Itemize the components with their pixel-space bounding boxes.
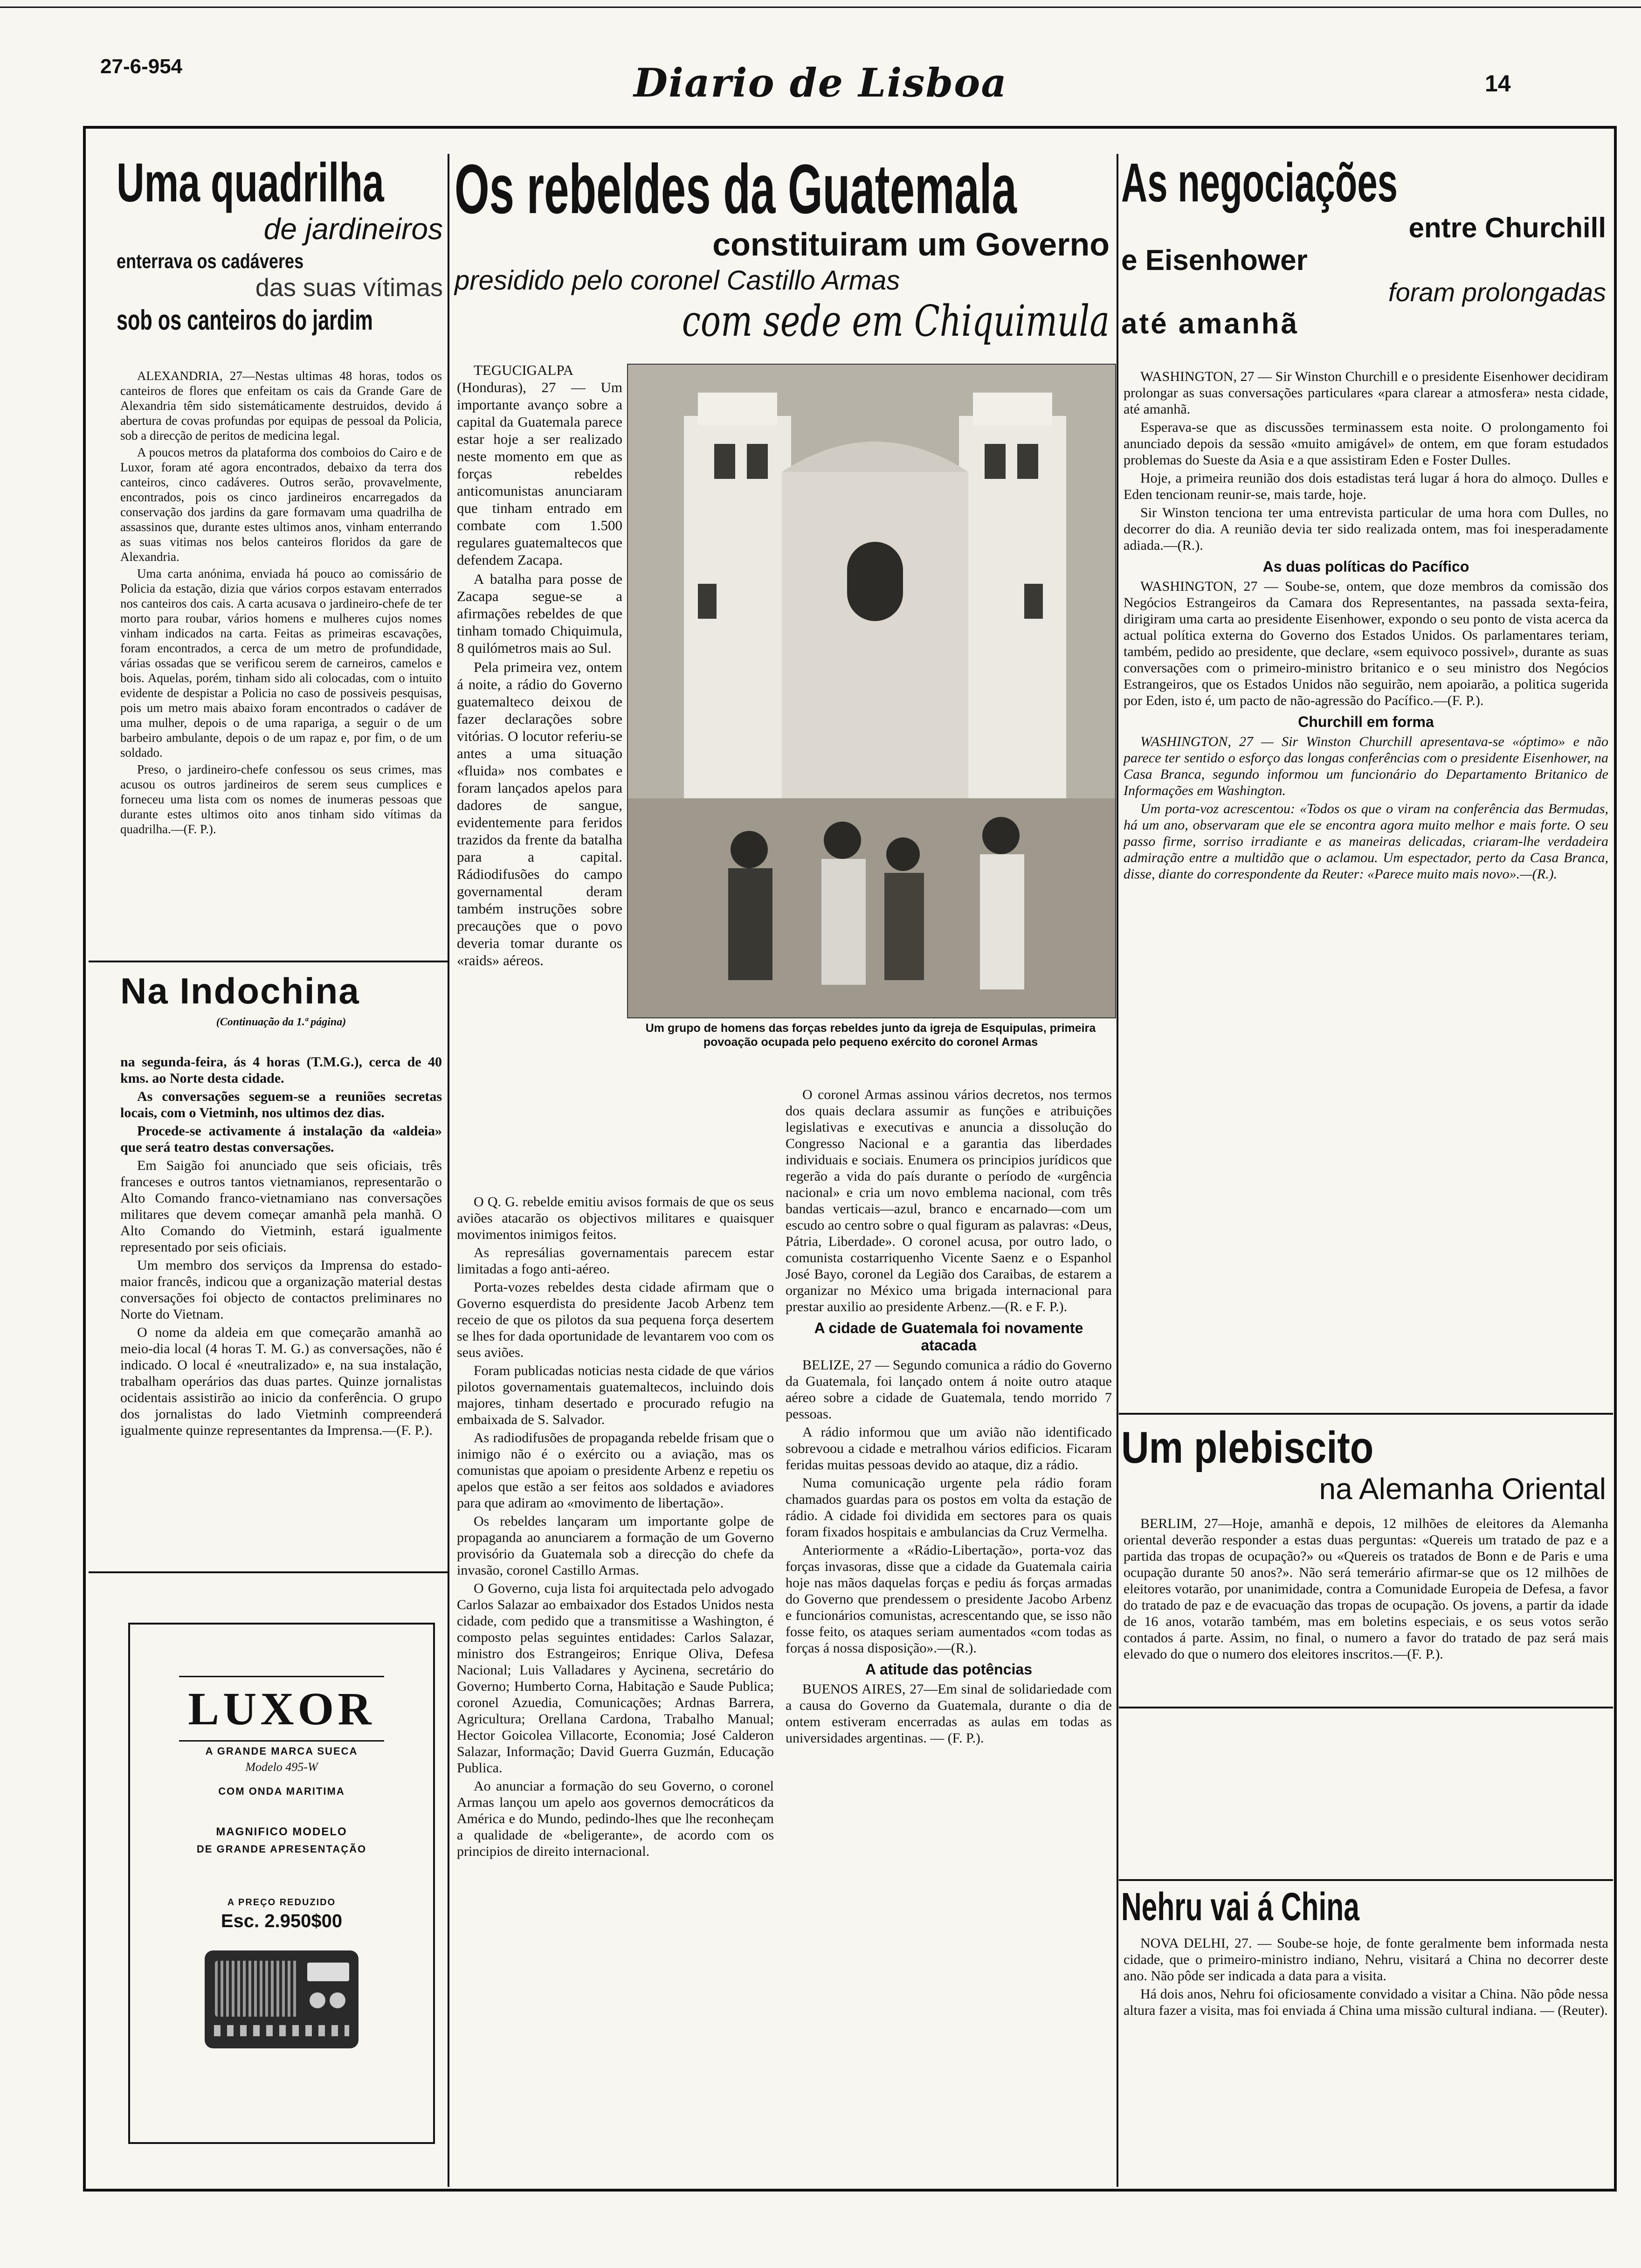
paragraph: Um porta-voz acrescentou: «Todos os que o viram na conferência das Bermudas, há um ano, observaram que ele se encontra agora muito melhor e mais forte. O seu passo firme, sorriso irradiante e as maneiras delicadas, criaram-lhe verdadeira admiração entre a multidão que o aclamou. Um espectador, perto da Casa Branca, disse, diante do correspondente da Reuter: «Parece muito mais novo».—(R.). bbox=[1124, 801, 1608, 882]
headline: As negociações bbox=[1121, 152, 1398, 214]
ad-text: DE GRANDE APRESENTAÇÃO bbox=[196, 1843, 367, 1855]
paragraph: As radiodifusões de propaganda rebelde frisam que o inimigo não é o exército ou a aviação, mas os comunistas que apoiam o presidente Arbenz e repetiu os apelos que estão a ser feitos aos soldados e aviadores para que adiram ao «movimento de libertação». bbox=[457, 1430, 774, 1511]
headline-line: constituiram um Governo bbox=[712, 226, 1110, 263]
article-jardineiros bbox=[117, 154, 443, 337]
article-guatemala-header bbox=[455, 150, 1117, 346]
subheading: As duas políticas do Pacífico bbox=[1262, 558, 1469, 575]
page-number: 14 bbox=[1485, 70, 1511, 97]
ad-text: MAGNIFICO MODELO bbox=[216, 1825, 347, 1838]
article-nehru-body bbox=[1124, 1935, 1608, 2020]
paragraph: Os rebeldes lançaram um importante golpe de propaganda ao anunciarem a formação de um Governo provisório da Guatemala sob a direcção do chefe da invasão, coronel Castillo Armas. bbox=[457, 1514, 774, 1578]
headline: Os rebeldes da Guatemala bbox=[455, 150, 1017, 228]
paragraph: Sir Winston tenciona ter uma entrevista particular de uma hora com Dulles, no decorrer do dia. A reunião devia ter sido realizada ontem, mas foi inesperadamente adiada.—(R.). bbox=[1124, 505, 1608, 553]
headline-line: na Alemanha Oriental bbox=[1319, 1472, 1606, 1506]
paragraph: As represálias governamentais parecem estar limitadas a fogo anti-aéreo. bbox=[457, 1245, 774, 1277]
issue-date: 27-6-954 bbox=[100, 55, 183, 78]
paragraph: ALEXANDRIA, 27—Nestas ultimas 48 horas, todos os canteiros de flores que enfeitam os cais da Grande Gare de Alexandria têm sido sistemáticamente destruidos, devido á abertura de covas profundas por equipas de pessoal da Policia, sob a direcção de peritos de medicina legal. bbox=[120, 369, 442, 443]
paragraph: Porta-vozes rebeldes desta cidade afirmam que o Governo esquerdista do presidente Jacob Arbenz tem receio de que os pilotos da sua pequena força desertem se lhes for dada oportunidade de levantarem voo com os seus aviões. bbox=[457, 1279, 774, 1360]
headline-line: das suas vítimas bbox=[255, 274, 443, 302]
paragraph: Há dois anos, Nehru foi oficiosamente convidado a visitar a China. Não pôde nessa altura fazer a visita, mas foi enviada á China uma missão cultural indiana. — (Reuter). bbox=[1124, 1986, 1608, 2018]
headline-line: e Eisenhower bbox=[1121, 244, 1308, 277]
paragraph: O coronel Armas assinou vários decretos, nos termos dos quais declara assumir as funções e atribuições legislativas e executivas e anuncia a dissolução do Congresso Nacional e a garantia das liberdades individuais e sociais. Enumera os principios jurídicos que regerão a vida do país durante o período de «urgência nacional» e cria um novo emblema nacional, com três bandas verticais—azul, branco e encarnado—com um escudo ao centro sobre o qual figuram as palavras: «Deus, Pátria, Liberdade». O coronel acusa, por outro lado, o comunista costarriquenho Vicente Saenz e o Espanhol José Bayo, coronel da Legião dos Caraibas, de estarem a organizar no México uma brigada internacional para prestar auxilio ao presidente Arbenz.—(R. e F. P.). bbox=[786, 1087, 1112, 1314]
section-rule bbox=[89, 961, 448, 962]
ad-text: COM ONDA MARITIMA bbox=[218, 1785, 345, 1797]
ad-brand: LUXOR bbox=[188, 1683, 375, 1735]
subheading: A atitude das potências bbox=[865, 1661, 1032, 1678]
headline-line: de jardineiros bbox=[263, 212, 443, 246]
article-indochina-body bbox=[120, 1054, 442, 1440]
paragraph: Esperava-se que as discussões terminassem esta noite. O prolongamento foi anunciado depois da sessão «muito amigável» de ontem, em que foram estudados problemas do Sueste da Asia e a que assistiram Eden e Foster Dulles. bbox=[1124, 420, 1608, 468]
section-rule bbox=[89, 1571, 448, 1573]
article-nehru-header bbox=[1121, 1886, 1611, 1927]
ad-text: A GRANDE MARCA SUECA bbox=[205, 1745, 358, 1757]
paragraph: Ao anunciar a formação do seu Governo, o coronel Armas lançou um apelo aos governos democráticos da América e do Mundo, pedindo-lhes que lhe reconheçam a qualidade de «beligerante», de acordo com os principios de direito internacional. bbox=[457, 1778, 774, 1859]
ad-price: Esc. 2.950$00 bbox=[221, 1911, 343, 1931]
paragraph: Pela primeira vez, ontem á noite, a rádio do Governo guatemalteco deixou de fazer declarações sobre vitórias. O locutor referiu-se antes a uma situação «fluida» nos combates e foram lançados apelos para dadores de sangue, evidentemente para feridos trazidos da frente da batalha para a capital. Rádiodifusões do campo governamental deram também instruções sobre precauções que o povo deveria tomar durante os «raids» aéreos. bbox=[457, 659, 622, 968]
article-plebiscito-body bbox=[1124, 1515, 1608, 1664]
paragraph: NOVA DELHI, 27. — Soube-se hoje, de fonte geralmente bem informada nesta cidade, que o primeiro-ministro indiano, Nehru, visitará a China no decorrer deste ano. Não pôde ser indicada a data para a visita. bbox=[1124, 1936, 1608, 1984]
headline-line: presidido pelo coronel Castillo Armas bbox=[455, 265, 900, 296]
photo-caption: Um grupo de homens das forças rebeldes junto da igreja de Esquipulas, primeira povoação ocupada pelo pequeno exército do coronel Armas bbox=[645, 1022, 1096, 1049]
headline: Na Indochina bbox=[120, 970, 360, 1011]
paragraph: WASHINGTON, 27 — Sir Winston Churchill e o presidente Eisenhower decidiram prolongar as suas conversações particulares «para clarear a atmosfera» nesta cidade, até amanhã. bbox=[1124, 369, 1608, 417]
paragraph: Preso, o jardineiro-chefe confessou os seus crimes, mas acusou os outros jardineiros de serem seus cumplices e forneceu uma lista com os nomes de inumeras pessoas que durante estes ultimos oito anos tinham sido vítimas da quadrilha.—(F. P.). bbox=[120, 762, 442, 836]
newspaper-title: Diario de Lisboa bbox=[634, 60, 1007, 106]
paragraph: na segunda-feira, ás 4 horas (T.M.G.), cerca de 40 kms. ao Norte desta cidade. bbox=[120, 1054, 442, 1086]
article-guatemala-continued bbox=[786, 1086, 1112, 1748]
subheading: A cidade de Guatemala foi novamente atacada bbox=[814, 1320, 1083, 1354]
paragraph: TEGUCIGALPA (Honduras), 27 — Um importante avanço sobre a capital da Guatemala parece estar hoje a ser realizado neste momento em que as forças rebeldes anticomunistas anunciaram que tinham entrado em combate com 1.500 regulares guatemaltecos que defendem Zacapa. bbox=[457, 362, 622, 568]
headline: Nehru vai á China bbox=[1121, 1885, 1359, 1929]
column-rule bbox=[448, 154, 449, 2187]
article-jardineiros-body bbox=[120, 368, 442, 838]
article-negociacoes-body bbox=[1124, 368, 1608, 884]
section-rule bbox=[1119, 1413, 1613, 1415]
paragraph: Uma carta anónima, enviada há pouco ao comissário de Policia da estação, dizia que vários corpos estavam enterrados nos canteiros dos cais. A carta acusava o jardineiro-chefe de ter morto para roubar, vários homens e mulheres cujos nomes vinham indicados na carta. Feitas as primeiras escavações, foram encontrados, a cerca de um metro de profundidade, várias ossadas que se verificou serem de carneiros, camelos e bois. Aquelas, porém, tinham sido ali colocadas, com o intuito evidente de despistar a Policia no caso de possiveis pesquisas, pois um metro mais abaixo foram encontrados o cadáver de uma mulher, depois o de uma rapariga, a seguir o de um barbeiro ambulante, depois o de um rapaz e, por fim, o de um soldado. bbox=[120, 567, 442, 760]
paragraph: BELIZE, 27 — Segundo comunica a rádio do Governo da Guatemala, foi lançado ontem á noite outro ataque aéreo sobre a cidade de Guatemala, tendo morrido 7 pessoas. bbox=[786, 1357, 1112, 1422]
paragraph: A batalha para posse de Zacapa segue-se a afirmações rebeldes de que tinham tomado Chiquimula, 8 quilómetros mais ao Sul. bbox=[457, 571, 622, 656]
headline-line: foram prolongadas bbox=[1388, 277, 1606, 307]
church-photo bbox=[627, 364, 1116, 1018]
paragraph: BERLIM, 27—Hoje, amanhã e depois, 12 milhões de eleitores da Alemanha oriental deverão responder a estas duas perguntas: «Quereis um tratado de paz e a partida das tropas de ocupação?» ou «Quereis os tratados de Bonn e de Paris e uma ocupação durante 50 anos?». Não será temerário afirmar-se que os 12 milhões de eleitores votarão, por unanimidade, contra a Comunidade Europeia de Defesa, a favor do tratado de paz e de evacuação das tropas de ocupação. Os jovens, a partir da idade de 16 anos, votarão também, mas em boletins especiais, e os seus votos serão contados á parte. Assim, no final, o numero a favor do tratado de paz será mais elevado do que o numero dos eleitores inscritos.—(F. P.). bbox=[1124, 1516, 1608, 1662]
article-negociacoes-header bbox=[1121, 154, 1611, 340]
headline: Uma quadrilha bbox=[117, 152, 384, 214]
headline-line: enterrava os cadáveres bbox=[117, 250, 304, 273]
continuation-note: (Continuação da 1.ª página) bbox=[216, 1016, 346, 1028]
paragraph: Procede-se activamente á instalação da «aldeia» que será teatro destas conversações. bbox=[120, 1123, 442, 1155]
headline-line: sob os canteiros do jardim bbox=[117, 304, 373, 336]
radio-illustration bbox=[205, 1950, 359, 2048]
paragraph: A rádio informou que um avião não identificado sobrevoou a cidade e metralhou vários edificios. Ficaram feridas muitas pessoas devido ao ataque, diz a rádio. bbox=[786, 1424, 1112, 1473]
article-plebiscito-header bbox=[1121, 1422, 1611, 1506]
section-rule bbox=[1119, 1879, 1613, 1881]
headline-line: com sede em Chiquimula bbox=[682, 296, 1110, 346]
subheading: Churchill em forma bbox=[1298, 713, 1434, 730]
paragraph: Anteriormente a «Rádio-Libertação», porta-voz das forças invasoras, disse que a cidade da Guatemala cairia hoje nas mãos daquelas forças e pediu ás forças armadas do Governo que prendessem o presidente Jacobo Arbenz e funcionários comunistas, acrescentando que, se isso não fosse feito, os ataques seriam aumentados «com todas as forças á nossa disposição».—(R.). bbox=[786, 1542, 1112, 1656]
paragraph: Numa comunicação urgente pela rádio foram chamados guardas para os postos em volta da estação de rádio. A cidade foi dividida em sectores para os quais foram fixados hospitais e ambulancias da Cruz Vermelha. bbox=[786, 1475, 1112, 1540]
article-guatemala-body bbox=[457, 1194, 774, 1861]
headline-line: até amanhã bbox=[1121, 308, 1299, 340]
paragraph: O Q. G. rebelde emitiu avisos formais de que os seus aviões atacarão os objectivos militares e quaisquer movimentos inimigos feitos. bbox=[457, 1194, 774, 1242]
paragraph: Em Saigão foi anunciado que seis oficiais, três franceses e outros tantos vietnamianos, representarão o Alto Comando franco-vietnamiano nas conversações militares que devem começar amanhã pela manhã. O Alto Comando do Vietminh, estará igualmente representado por seis oficiais. bbox=[120, 1158, 442, 1255]
headline-line: entre Churchill bbox=[1408, 212, 1606, 243]
paragraph: WASHINGTON, 27 — Sir Winston Churchill apresentava-se «óptimo» e não parece ter sentido o esforço das longas conferências com o presidente Eisenhower, na Casa Branca, segundo informou um funcionário do Departamento Britanico de Informações em Washington. bbox=[1124, 734, 1608, 798]
paragraph: O nome da aldeia em que começarão amanhã ao meio-dia local (4 horas T. M. G.) as conversações, não é indicado. O local é «neutralizado» e, na sua instalação, trabalham operários das duas partes. Quinze jornalistas ocidentais assistirão ao inicio da conferência. O grupo dos jornalistas do lado Vietminh compreenderá igualmente quinze representantes da Imprensa.—(F. P.). bbox=[120, 1325, 442, 1438]
paragraph: Um membro dos serviços da Imprensa do estado-maior francês, indicou que a organização material destas conversações foi objecto de contactos preliminares no Norte do Vietnam. bbox=[120, 1258, 442, 1322]
ad-model: Modelo 495-W bbox=[245, 1760, 318, 1774]
column-rule bbox=[1117, 154, 1118, 2187]
church-photo-illustration bbox=[628, 365, 1115, 1017]
headline: Um plebiscito bbox=[1121, 1423, 1374, 1473]
paragraph: As conversações seguem-se a reuniões secretas locais, com o Vietminh, nos ultimos dez dias. bbox=[120, 1089, 442, 1120]
paragraph: A poucos metros da plataforma dos comboios do Cairo e de Luxor, foram até agora encontrados, debaixo da terra dos canteiros, cinco cadáveres. Outros serão, provavelmente, encontrados, pois os cinco jardineiros encarregados da conservação dos jardins da gare formavam uma quadrilha de assassinos que, durante estes ultimos anos, vinham enterrando as suas vitimas nos belos canteiros floridos da gare de Alexandria. bbox=[120, 445, 442, 564]
paragraph: O Governo, cuja lista foi arquitectada pelo advogado Carlos Salazar ao embaixador dos Estados Unidos nesta cidade, com pedido que a transmitisse a Washington, é composto pelas seguintes entidades: Carlos Salazar, ministro dos Estrangeiros; Enrique Oliva, Defesa Nacional; Luis Valladares y Aycinena, secretário do Governo; Humberto Corna, Habitação e Saude Publica; coronel Azuedia, Comunicações; Ardnas Barrera, Agricultura; Orellana Cardona, Trabalho Manual; Hector Goicolea Villacorte, Economia; José Calderon Salazar, Informação; David Guerra Guzmán, Educação Publica. bbox=[457, 1581, 774, 1776]
article-guatemala-lead bbox=[457, 361, 622, 971]
paragraph: WASHINGTON, 27 — Soube-se, ontem, que doze membros da comissão dos Negócios Estrangeiros da Camara dos Representantes, na passada sexta-feira, dirigiram uma carta ao presidente Eisenhower, expondo o seu ponto de vista acerca da actual política externa do Governo dos Estados Unidos. Os parlamentares teriam, também, pedido ao presidente, que declare, «sem equivoco possivel», durante as suas conversações com o primeiro-ministro britanico e o seu ministro dos Negócios Estrangeiros, que os Estados Unidos não seguirão, nem apoiarão, a politica sugerida por Eden, isto é, um pacto de não-agressão do Pacífico.—(F. P.). bbox=[1124, 579, 1608, 708]
top-rule bbox=[0, 7, 1641, 8]
luxor-advertisement bbox=[128, 1623, 435, 2144]
ad-text: A PREÇO REDUZIDO bbox=[227, 1897, 336, 1908]
paragraph: Foram publicadas noticias nesta cidade de que vários pilotos governamentais guatemaltecos, incluindo dois majores, tinham desertado e procurado refugio na embaixada de S. Salvador. bbox=[457, 1363, 774, 1427]
paragraph: BUENOS AIRES, 27—Em sinal de solidariedade com a causa do Governo da Guatemala, durante o dia de ontem estiveram encerradas as aulas em todas as universidades argentinas. — (F. P.). bbox=[786, 1681, 1112, 1746]
section-rule bbox=[1119, 1707, 1613, 1708]
article-indochina bbox=[120, 970, 442, 1043]
paragraph: Hoje, a primeira reunião dos dois estadistas terá lugar á hora do almoço. Dulles e Eden tencionam reunir-se, mais tarde, hoje. bbox=[1124, 470, 1608, 502]
